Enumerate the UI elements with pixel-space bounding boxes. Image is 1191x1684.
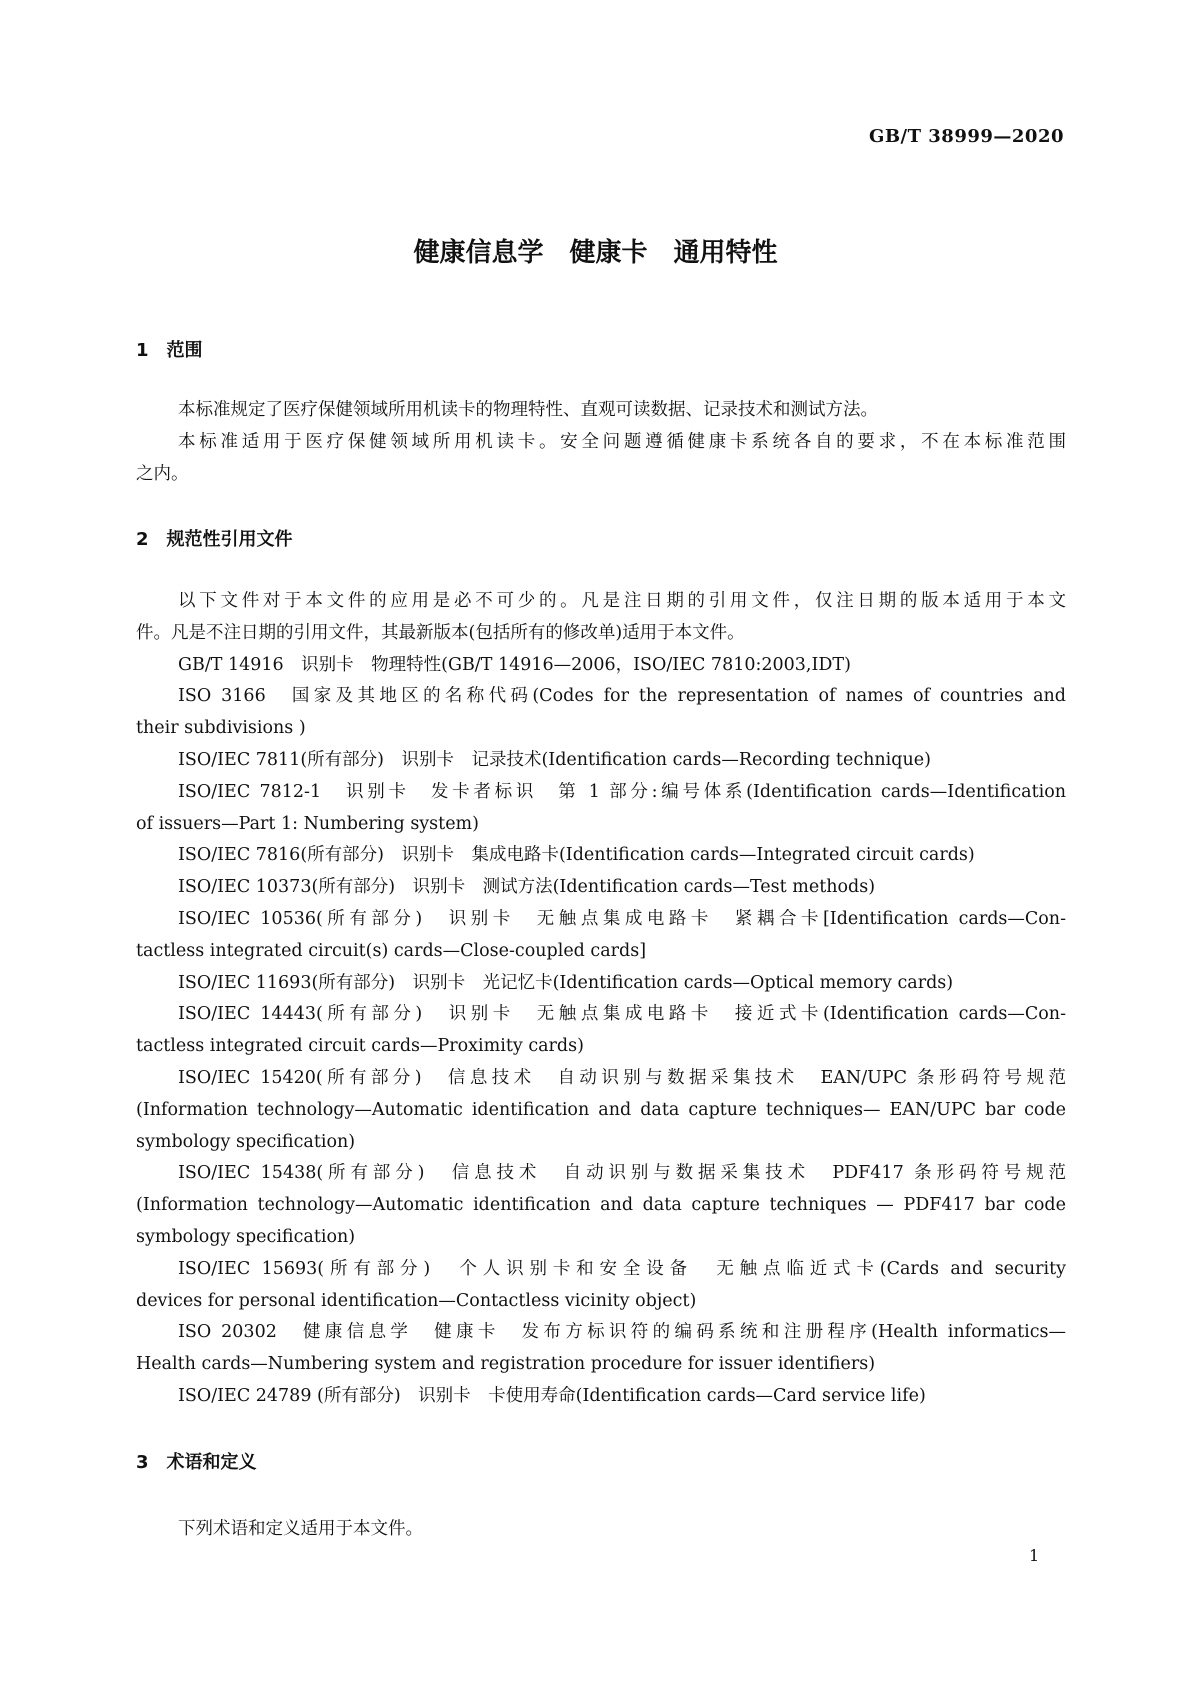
paragraph <box>136 395 1066 427</box>
paragraph <box>136 872 1066 904</box>
paragraph <box>136 1381 1066 1413</box>
text-line: ISO/IEC 10373(所有部分) 识别卡 测试方法(Identification cards—Test methods) <box>178 877 876 898</box>
paragraph <box>136 904 1066 968</box>
paragraph <box>136 999 1066 1063</box>
paragraph <box>136 1158 1066 1253</box>
text-line: symbology specification) <box>136 1226 356 1247</box>
text-line: (Information technology—Automatic identification and data capture techniques — PDF417 bar code <box>136 1195 1066 1216</box>
section-heading-normative-references: 2 规范性引用文件 <box>136 529 293 550</box>
text-line: GB/T 14916 识别卡 物理特性(GB/T 14916—2006，ISO/IEC 7810:2003,IDT) <box>178 654 851 675</box>
text-line: ISO/IEC 11693(所有部分) 识别卡 光记忆卡(Identification cards—Optical memory cards) <box>178 972 954 993</box>
paragraph <box>136 681 1066 745</box>
text-line: (Information technology—Automatic identification and data capture techniques— EAN/UPC bar code <box>136 1099 1066 1120</box>
paragraph <box>136 1514 1066 1546</box>
text-line: devices for personal identification—Contactless vicinity object) <box>136 1290 697 1311</box>
document-title: 健康信息学 健康卡 通用特性 <box>413 238 778 268</box>
text-line: ISO/IEC 7811(所有部分) 识别卡 记录技术(Identification cards—Recording technique) <box>178 749 931 770</box>
text-line: ISO/IEC 15438(所有部分) 信息技术 自动识别与数据采集技术 PDF417 条形码符号规范 <box>178 1163 1066 1184</box>
paragraph <box>136 968 1066 1000</box>
text-line: of issuers—Part 1: Numbering system) <box>136 813 479 834</box>
page-number: 1 <box>1029 1546 1040 1565</box>
text-line: ISO 3166 国家及其地区的名称代码(Codes for the representation of names of countries and <box>178 686 1066 707</box>
text-line: 下列术语和定义适用于本文件。 <box>178 1519 423 1539</box>
text-line: ISO/IEC 7816(所有部分) 识别卡 集成电路卡(Identification cards—Integrated circuit cards) <box>178 845 975 866</box>
text-line: ISO 20302 健康信息学 健康卡 发布方标识符的编码系统和注册程序(Health informatics— <box>178 1322 1066 1343</box>
paragraph <box>136 777 1066 841</box>
section-heading-scope: 1 范围 <box>136 340 203 361</box>
text-line: 本标准适用于医疗保健领域所用机读卡。安全问题遵循健康卡系统各自的要求，不在本标准范围 <box>178 431 1066 452</box>
paragraph <box>136 840 1066 872</box>
text-line: ISO/IEC 7812-1 识别卡 发卡者标识 第 1 部分:编号体系(Identification cards—Identification <box>178 781 1066 802</box>
paragraph <box>136 1254 1066 1318</box>
text-line: symbology specification) <box>136 1131 356 1152</box>
text-line: 件。凡是不注日期的引用文件，其最新版本(包括所有的修改单)适用于本文件。 <box>136 622 745 643</box>
paragraph <box>136 427 1066 491</box>
text-line: tactless integrated circuit(s) cards—Close-coupled cards] <box>136 940 647 961</box>
paragraph <box>136 1317 1066 1381</box>
text-line: their subdivisions ) <box>136 718 306 739</box>
section-body-normative-references <box>136 586 1066 1413</box>
section-heading-terms: 3 术语和定义 <box>136 1452 257 1473</box>
text-line: tactless integrated circuit cards—Proximity cards) <box>136 1036 584 1057</box>
text-line: ISO/IEC 14443(所有部分) 识别卡 无触点集成电路卡 接近式卡(Identification cards—Con- <box>178 1004 1066 1025</box>
text-line: 之内。 <box>136 463 189 484</box>
paragraph <box>136 650 1066 682</box>
paragraph <box>136 745 1066 777</box>
paragraph <box>136 586 1066 650</box>
standard-code: GB/T 38999—2020 <box>868 126 1064 147</box>
text-line: ISO/IEC 15420(所有部分) 信息技术 自动识别与数据采集技术 EAN/UPC 条形码符号规范 <box>178 1067 1066 1088</box>
section-body-terms <box>136 1514 1066 1546</box>
paragraph <box>136 1063 1066 1158</box>
text-line: ISO/IEC 24789 (所有部分) 识别卡 卡使用寿命(Identification cards—Card service life) <box>178 1385 926 1406</box>
text-line: 本标准规定了医疗保健领域所用机读卡的物理特性、直观可读数据、记录技术和测试方法。 <box>178 400 878 420</box>
text-line: 以下文件对于本文件的应用是必不可少的。凡是注日期的引用文件，仅注日期的版本适用于本文 <box>178 591 1066 611</box>
section-body-scope <box>136 395 1066 490</box>
text-line: ISO/IEC 10536(所有部分) 识别卡 无触点集成电路卡 紧耦合卡[Identification cards—Con- <box>178 908 1066 929</box>
text-line: ISO/IEC 15693(所有部分) 个人识别卡和安全设备 无触点临近式卡(Cards and security <box>178 1258 1066 1279</box>
text-line: Health cards—Numbering system and registration procedure for issuer identifiers) <box>136 1354 876 1375</box>
